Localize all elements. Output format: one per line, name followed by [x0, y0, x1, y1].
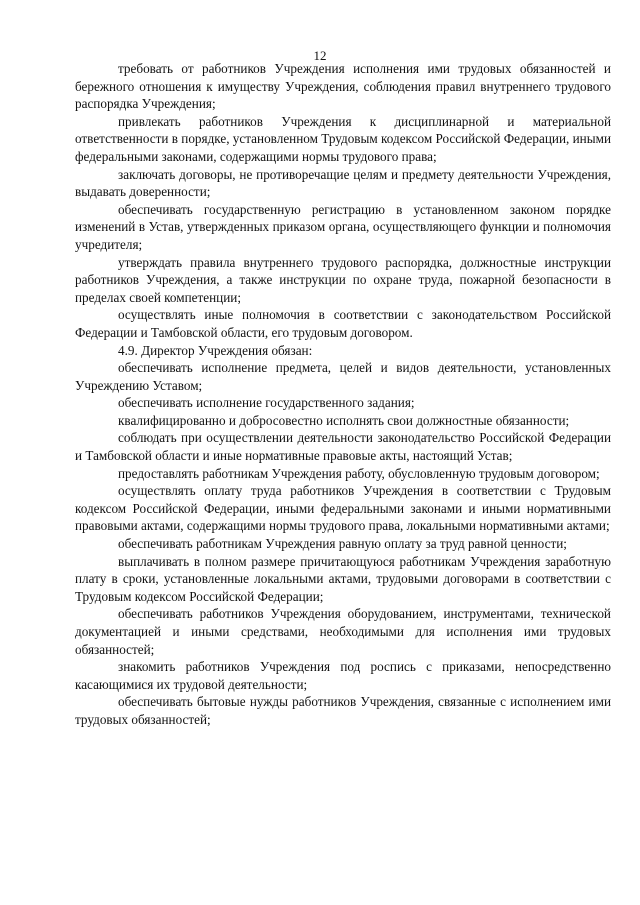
paragraph-approve-rules: утверждать правила внутреннего трудового распорядка, должностные инструкции работников Учреждения, а также инструкции по охране труда, пожарной безопасности в пределах своей компетенции; — [75, 254, 611, 305]
paragraph-employee-duties-demand: требовать от работников Учреждения исполнения ими трудовых обязанностей и бережного отношения к имуществу Учреждения, соблюдения правил внутреннего трудового распорядка Учреждения; — [75, 61, 611, 112]
document-body — [75, 60, 611, 729]
paragraph-household-needs: обеспечивать бытовые нужды работников Учреждения, связанные с исполнением ими трудовых обязанностей; — [75, 694, 611, 727]
paragraph-contracts: заключать договоры, не противоречащие целям и предмету деятельности Учреждения, выдавать доверенности; — [75, 166, 611, 200]
paragraph-perform-duties: квалифицированно и добросовестно исполнять свои должностные обязанности; — [118, 412, 570, 428]
paragraph-equal-pay: обеспечивать работникам Учреждения равную оплату за труд равной ценности; — [118, 536, 567, 552]
paragraph-provide-work: предоставлять работникам Учреждения работу, обусловленную трудовым договором; — [118, 465, 600, 481]
paragraph-pay-wages: выплачивать в полном размере причитающуюся работникам Учреждения заработную плату в сроки, установленные локальными актами, трудовыми договорами в соответствии с Трудовым кодексом Российской Федерации; — [75, 553, 611, 604]
paragraph-ensure-charter-goals: обеспечивать исполнение предмета, целей и видов деятельности, установленных Учреждению Уставом; — [75, 360, 611, 393]
page-number: 12 — [313, 48, 327, 63]
paragraph-state-assignment: обеспечивать исполнение государственного задания; — [118, 395, 415, 411]
paragraph-equipment: обеспечивать работников Учреждения оборудованием, инструментами, технической документацией и иными средствами, необходимыми для исполнения ими трудовых обязанностей; — [75, 606, 611, 657]
paragraph-state-registration: обеспечивать государственную регистрацию в установленном законом порядке изменений в Устав, утвержденных приказом органа, осуществляющего функции и полномочия учредителя; — [75, 201, 611, 252]
paragraph-observe-legislation: соблюдать при осуществлении деятельности законодательство Российской Федерации и Тамбовской области и иные нормативные правовые акты, настоящий Устав; — [75, 430, 611, 464]
paragraph-acquaint-orders: знакомить работников Учреждения под роспись с приказами, непосредственно касающимися их трудовой деятельности; — [75, 659, 611, 692]
paragraph-remuneration: осуществлять оплату труда работников Учреждения в соответствии с Трудовым кодексом Российской Федерации, иными федеральными законами и иными нормативными правовыми актами, содержащими нормы трудового права, локальными нормативными актами; — [75, 483, 611, 534]
section-heading-4-9: 4.9. Директор Учреждения обязан: — [118, 342, 313, 358]
paragraph-disciplinary-liability: привлекать работников Учреждения к дисциплинарной и материальной ответственности в порядке, установленном Трудовым кодексом Российской Федерации, иными федеральными законами, содержащими нормы трудового права; — [75, 113, 612, 164]
paragraph-other-powers: осуществлять иные полномочия в соответствии с законодательством Российской Федерации и Тамбовской области, его трудовым договором. — [75, 307, 611, 340]
